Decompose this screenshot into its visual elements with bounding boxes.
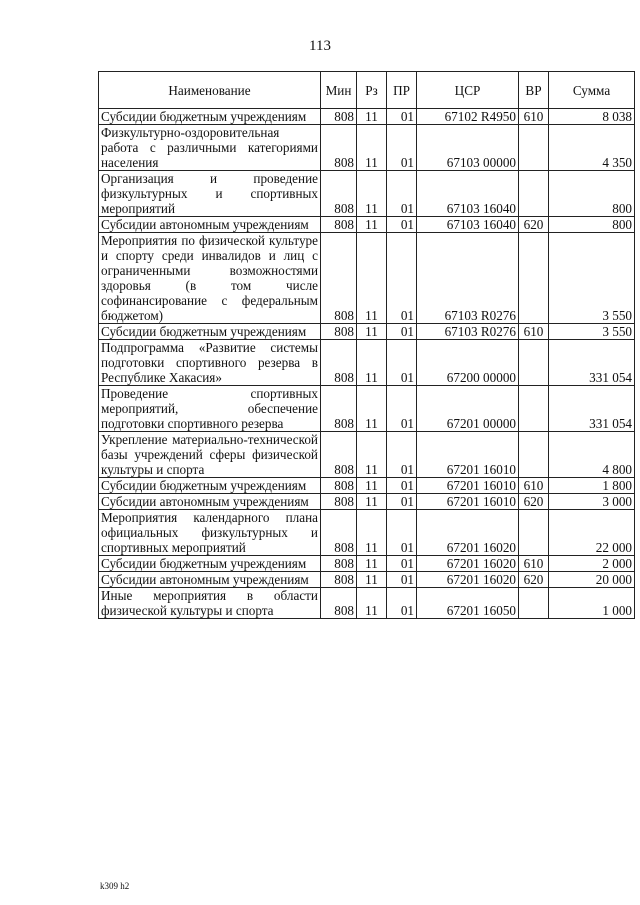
cell-pr: 01 [387, 340, 417, 386]
cell-csr: 67102 R4950 [417, 109, 519, 125]
cell-sum: 331 054 [549, 386, 635, 432]
cell-min: 808 [321, 556, 357, 572]
cell-vr: 610 [519, 478, 549, 494]
cell-rz: 11 [357, 588, 387, 619]
cell-csr: 67103 16040 [417, 217, 519, 233]
cell-min: 808 [321, 432, 357, 478]
header-sum: Сумма [549, 72, 635, 109]
table-row [99, 510, 635, 556]
table-row [99, 109, 635, 125]
cell-vr [519, 386, 549, 432]
cell-sum: 800 [549, 217, 635, 233]
header-rz: Рз [357, 72, 387, 109]
cell-csr: 67200 00000 [417, 340, 519, 386]
cell-pr: 01 [387, 233, 417, 324]
cell-pr: 01 [387, 572, 417, 588]
header-csr: ЦСР [417, 72, 519, 109]
cell-pr: 01 [387, 171, 417, 217]
cell-vr: 620 [519, 494, 549, 510]
cell-vr [519, 171, 549, 217]
cell-name: Субсидии автономным учреждениям [99, 217, 321, 233]
cell-min: 808 [321, 478, 357, 494]
cell-sum: 3 550 [549, 324, 635, 340]
cell-min: 808 [321, 494, 357, 510]
cell-sum: 2 000 [549, 556, 635, 572]
cell-min: 808 [321, 510, 357, 556]
table-row [99, 125, 635, 171]
table-row [99, 588, 635, 619]
cell-csr: 67201 00000 [417, 386, 519, 432]
cell-rz: 11 [357, 494, 387, 510]
cell-rz: 11 [357, 217, 387, 233]
table-row [99, 217, 635, 233]
cell-csr: 67103 R0276 [417, 324, 519, 340]
table-row [99, 572, 635, 588]
cell-sum: 3 000 [549, 494, 635, 510]
cell-pr: 01 [387, 510, 417, 556]
cell-csr: 67201 16010 [417, 432, 519, 478]
cell-rz: 11 [357, 572, 387, 588]
cell-vr: 610 [519, 109, 549, 125]
header-min: Мин [321, 72, 357, 109]
table-body [99, 109, 635, 619]
cell-name: Субсидии бюджетным учреждениям [99, 556, 321, 572]
cell-vr: 620 [519, 572, 549, 588]
table-row [99, 432, 635, 478]
cell-pr: 01 [387, 556, 417, 572]
cell-sum: 3 550 [549, 233, 635, 324]
cell-csr: 67201 16010 [417, 478, 519, 494]
cell-csr: 67103 R0276 [417, 233, 519, 324]
cell-vr: 610 [519, 556, 549, 572]
cell-sum: 8 038 [549, 109, 635, 125]
cell-vr: 620 [519, 217, 549, 233]
cell-rz: 11 [357, 340, 387, 386]
table-row [99, 556, 635, 572]
cell-min: 808 [321, 572, 357, 588]
cell-name: Подпрограмма «Развитие системы подготовки спортивного резерва в Республике Хакасия» [99, 340, 321, 386]
cell-rz: 11 [357, 324, 387, 340]
cell-vr [519, 510, 549, 556]
cell-csr: 67201 16050 [417, 588, 519, 619]
table-header-row [99, 72, 635, 109]
cell-name: Укрепление материально-технической базы учреждений сферы физической культуры и спорта [99, 432, 321, 478]
cell-rz: 11 [357, 556, 387, 572]
cell-pr: 01 [387, 478, 417, 494]
cell-pr: 01 [387, 217, 417, 233]
cell-name: Проведение спортивных мероприятий, обеспечение подготовки спортивного резерва [99, 386, 321, 432]
cell-min: 808 [321, 324, 357, 340]
page-number: 113 [309, 38, 331, 54]
cell-rz: 11 [357, 386, 387, 432]
header-name: Наименование [99, 72, 321, 109]
cell-name: Субсидии автономным учреждениям [99, 572, 321, 588]
cell-min: 808 [321, 588, 357, 619]
cell-pr: 01 [387, 588, 417, 619]
cell-csr: 67103 16040 [417, 171, 519, 217]
cell-vr [519, 233, 549, 324]
cell-name: Субсидии бюджетным учреждениям [99, 324, 321, 340]
cell-csr: 67201 16020 [417, 572, 519, 588]
cell-rz: 11 [357, 478, 387, 494]
cell-name: Субсидии бюджетным учреждениям [99, 109, 321, 125]
cell-vr [519, 432, 549, 478]
cell-pr: 01 [387, 432, 417, 478]
table-row [99, 386, 635, 432]
cell-csr: 67201 16020 [417, 510, 519, 556]
cell-min: 808 [321, 386, 357, 432]
table-row [99, 324, 635, 340]
cell-csr: 67201 16010 [417, 494, 519, 510]
cell-pr: 01 [387, 109, 417, 125]
cell-csr: 67103 00000 [417, 125, 519, 171]
cell-min: 808 [321, 233, 357, 324]
cell-vr [519, 588, 549, 619]
cell-name: Субсидии бюджетным учреждениям [99, 478, 321, 494]
table-row [99, 171, 635, 217]
table-row [99, 233, 635, 324]
cell-sum: 22 000 [549, 510, 635, 556]
cell-pr: 01 [387, 125, 417, 171]
cell-rz: 11 [357, 171, 387, 217]
footer-code: k309 h2 [100, 881, 130, 891]
cell-name: Мероприятия календарного плана официальных физкультурных и спортивных мероприятий [99, 510, 321, 556]
cell-name: Иные мероприятия в области физической культуры и спорта [99, 588, 321, 619]
cell-sum: 4 800 [549, 432, 635, 478]
cell-name: Физкультурно-оздоровительная работа с различными категориями населения [99, 125, 321, 171]
header-pr: ПР [387, 72, 417, 109]
cell-csr: 67201 16020 [417, 556, 519, 572]
budget-table [98, 71, 635, 619]
cell-pr: 01 [387, 324, 417, 340]
cell-vr: 610 [519, 324, 549, 340]
cell-sum: 331 054 [549, 340, 635, 386]
cell-vr [519, 340, 549, 386]
cell-rz: 11 [357, 109, 387, 125]
cell-rz: 11 [357, 432, 387, 478]
cell-sum: 20 000 [549, 572, 635, 588]
table-row [99, 478, 635, 494]
cell-rz: 11 [357, 233, 387, 324]
cell-vr [519, 125, 549, 171]
cell-min: 808 [321, 217, 357, 233]
cell-pr: 01 [387, 494, 417, 510]
table-row [99, 340, 635, 386]
cell-sum: 4 350 [549, 125, 635, 171]
cell-sum: 800 [549, 171, 635, 217]
cell-pr: 01 [387, 386, 417, 432]
cell-min: 808 [321, 109, 357, 125]
cell-sum: 1 000 [549, 588, 635, 619]
cell-min: 808 [321, 125, 357, 171]
cell-name: Мероприятия по физической культуре и спорту среди инвалидов и лиц с ограниченными возможностями здоровья (в том числе софинансирование с федеральным бюджетом) [99, 233, 321, 324]
cell-name: Субсидии автономным учреждениям [99, 494, 321, 510]
cell-min: 808 [321, 171, 357, 217]
cell-rz: 11 [357, 125, 387, 171]
cell-rz: 11 [357, 510, 387, 556]
header-vr: ВР [519, 72, 549, 109]
cell-sum: 1 800 [549, 478, 635, 494]
table-row [99, 494, 635, 510]
cell-name: Организация и проведение физкультурных и спортивных мероприятий [99, 171, 321, 217]
cell-min: 808 [321, 340, 357, 386]
